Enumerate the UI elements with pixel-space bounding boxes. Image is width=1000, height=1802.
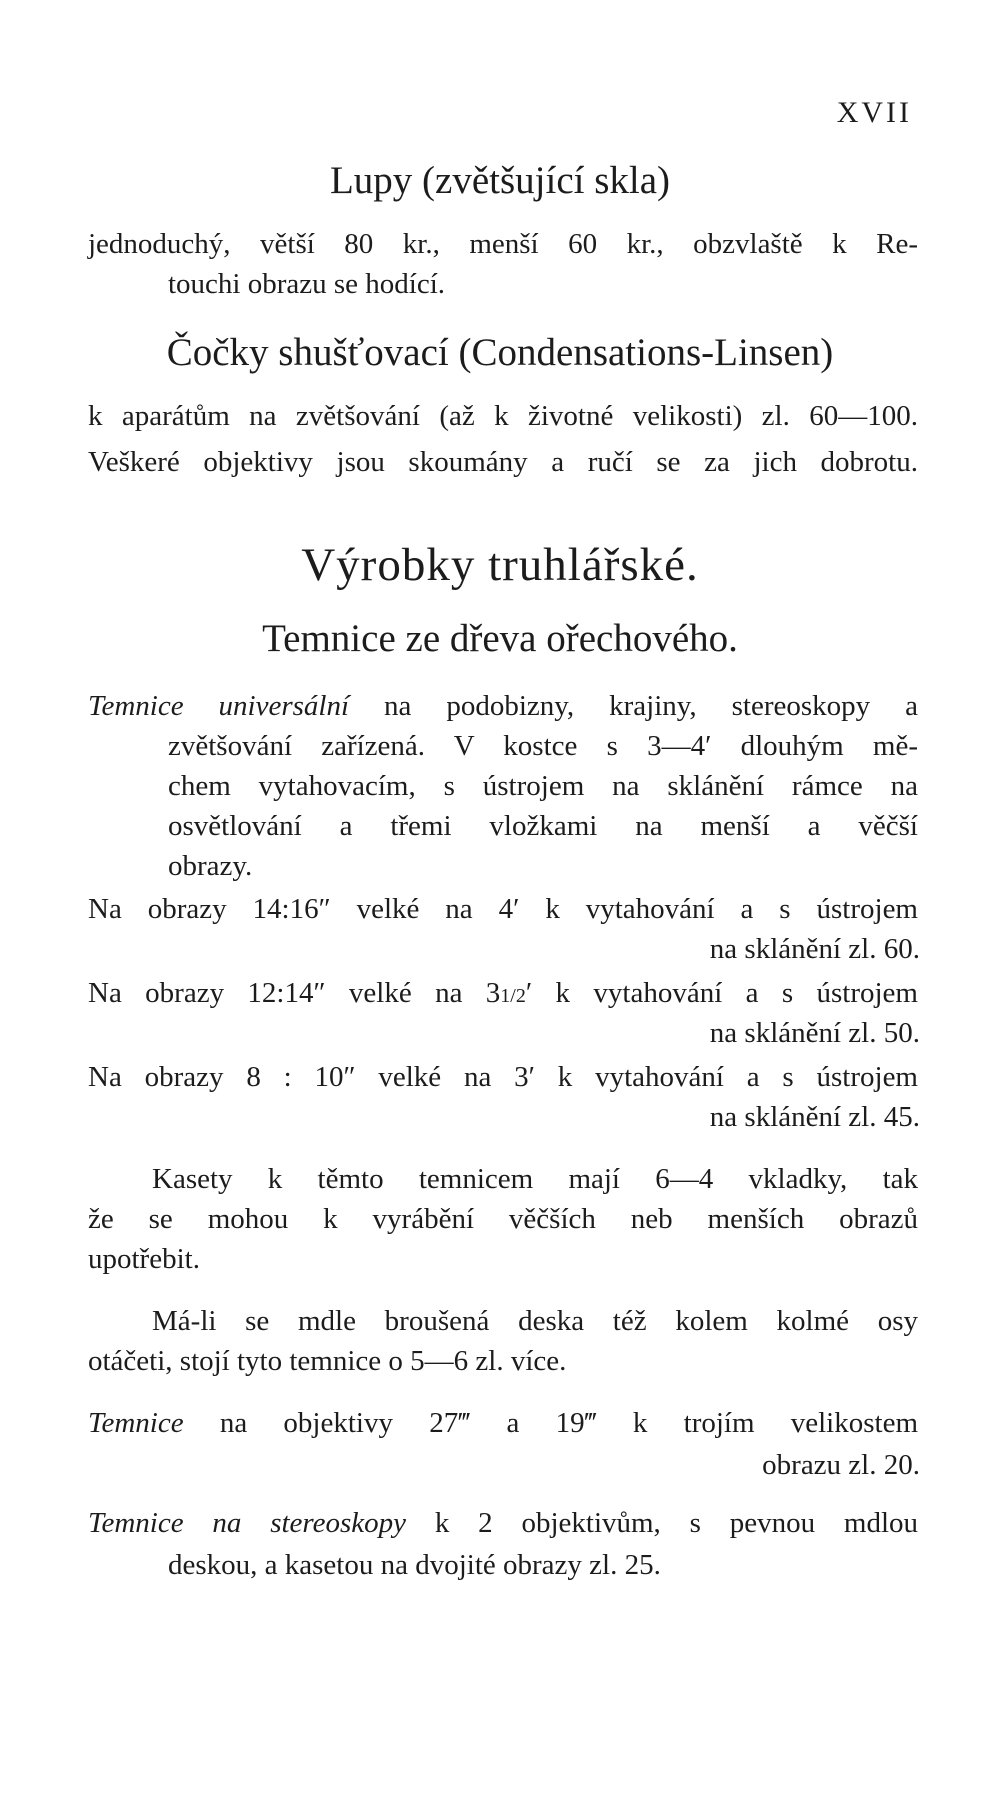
heading-cocky: Čočky shušťovací (Condensations-Linsen) (166, 331, 834, 374)
text-line: obrazu zl. 20. (762, 1449, 920, 1481)
text-line (88, 1407, 918, 1440)
text-line: jednoduchý, větší 80 kr., menší 60 kr., obzvlaště k Re- (88, 228, 918, 260)
text-line: Má-li se mdle broušená deska též kolem kolmé osy (152, 1305, 918, 1337)
text-line: osvětlování a třemi vložkami na menší a věčší (168, 810, 918, 842)
term-italic: Temnice (88, 1407, 184, 1439)
text-line: chem vytahovacím, s ústrojem na sklánění rámce na (168, 770, 918, 802)
text-line: touchi obrazu se hodící. (168, 268, 446, 300)
term-italic: Temnice universální (88, 690, 350, 722)
text-line: obrazy. (168, 850, 253, 882)
text-span: na objektivy 27‴ a 19‴ k trojím velikostem (219, 1407, 919, 1439)
text-line: na sklánění zl. 45. (709, 1101, 920, 1133)
text-line: Veškeré objektivy jsou skoumány a ručí se za jich dobrotu. (88, 446, 918, 478)
text-line: otáčeti, stojí tyto temnice o 5—6 zl. více. (88, 1345, 567, 1377)
text-line (88, 977, 918, 1010)
fraction: 1/2 (500, 985, 526, 1007)
text-line: Na obrazy 14:16″ velké na 4′ k vytahování a s ústrojem (88, 893, 918, 925)
text-line: zvětšování zařízená. V kostce s 3—4′ dlouhým mě- (168, 730, 918, 762)
text-line: upotřebit. (88, 1243, 200, 1275)
text-line (88, 1507, 918, 1540)
text-line: Kasety k těmto temnicem mají 6—4 vkladky, tak (152, 1163, 918, 1195)
text-line: Na obrazy 8 : 10″ velké na 3′ k vytahování a s ústrojem (88, 1061, 918, 1093)
text-span: ′ k vytahování a s ústrojem (525, 977, 918, 1009)
text-line: na sklánění zl. 60. (709, 933, 920, 965)
text-line: že se mohou k vyrábění věčších neb menších obrazů (88, 1203, 918, 1235)
main-heading: Výrobky truhlářské. (301, 539, 699, 591)
term-italic: Temnice na stereoskopy (88, 1507, 407, 1539)
heading-lupy: Lupy (zvětšující skla) (329, 159, 671, 202)
text-line: na sklánění zl. 50. (709, 1017, 920, 1049)
text-span: Na obrazy 12:14″ velké na 3 (88, 977, 501, 1009)
text-span: k 2 objektivům, s pevnou mdlou (434, 1507, 919, 1539)
heading-temnice: Temnice ze dřeva ořechového. (262, 617, 738, 660)
page-number: XVII (836, 96, 912, 129)
text-line (88, 690, 918, 723)
text-line: k aparátům na zvětšování (až k životné velikosti) zl. 60—100. (88, 400, 918, 432)
text-line: deskou, a kasetou na dvojité obrazy zl. 25. (168, 1549, 661, 1581)
text-span: na podobizny, krajiny, stereoskopy a (384, 690, 919, 722)
